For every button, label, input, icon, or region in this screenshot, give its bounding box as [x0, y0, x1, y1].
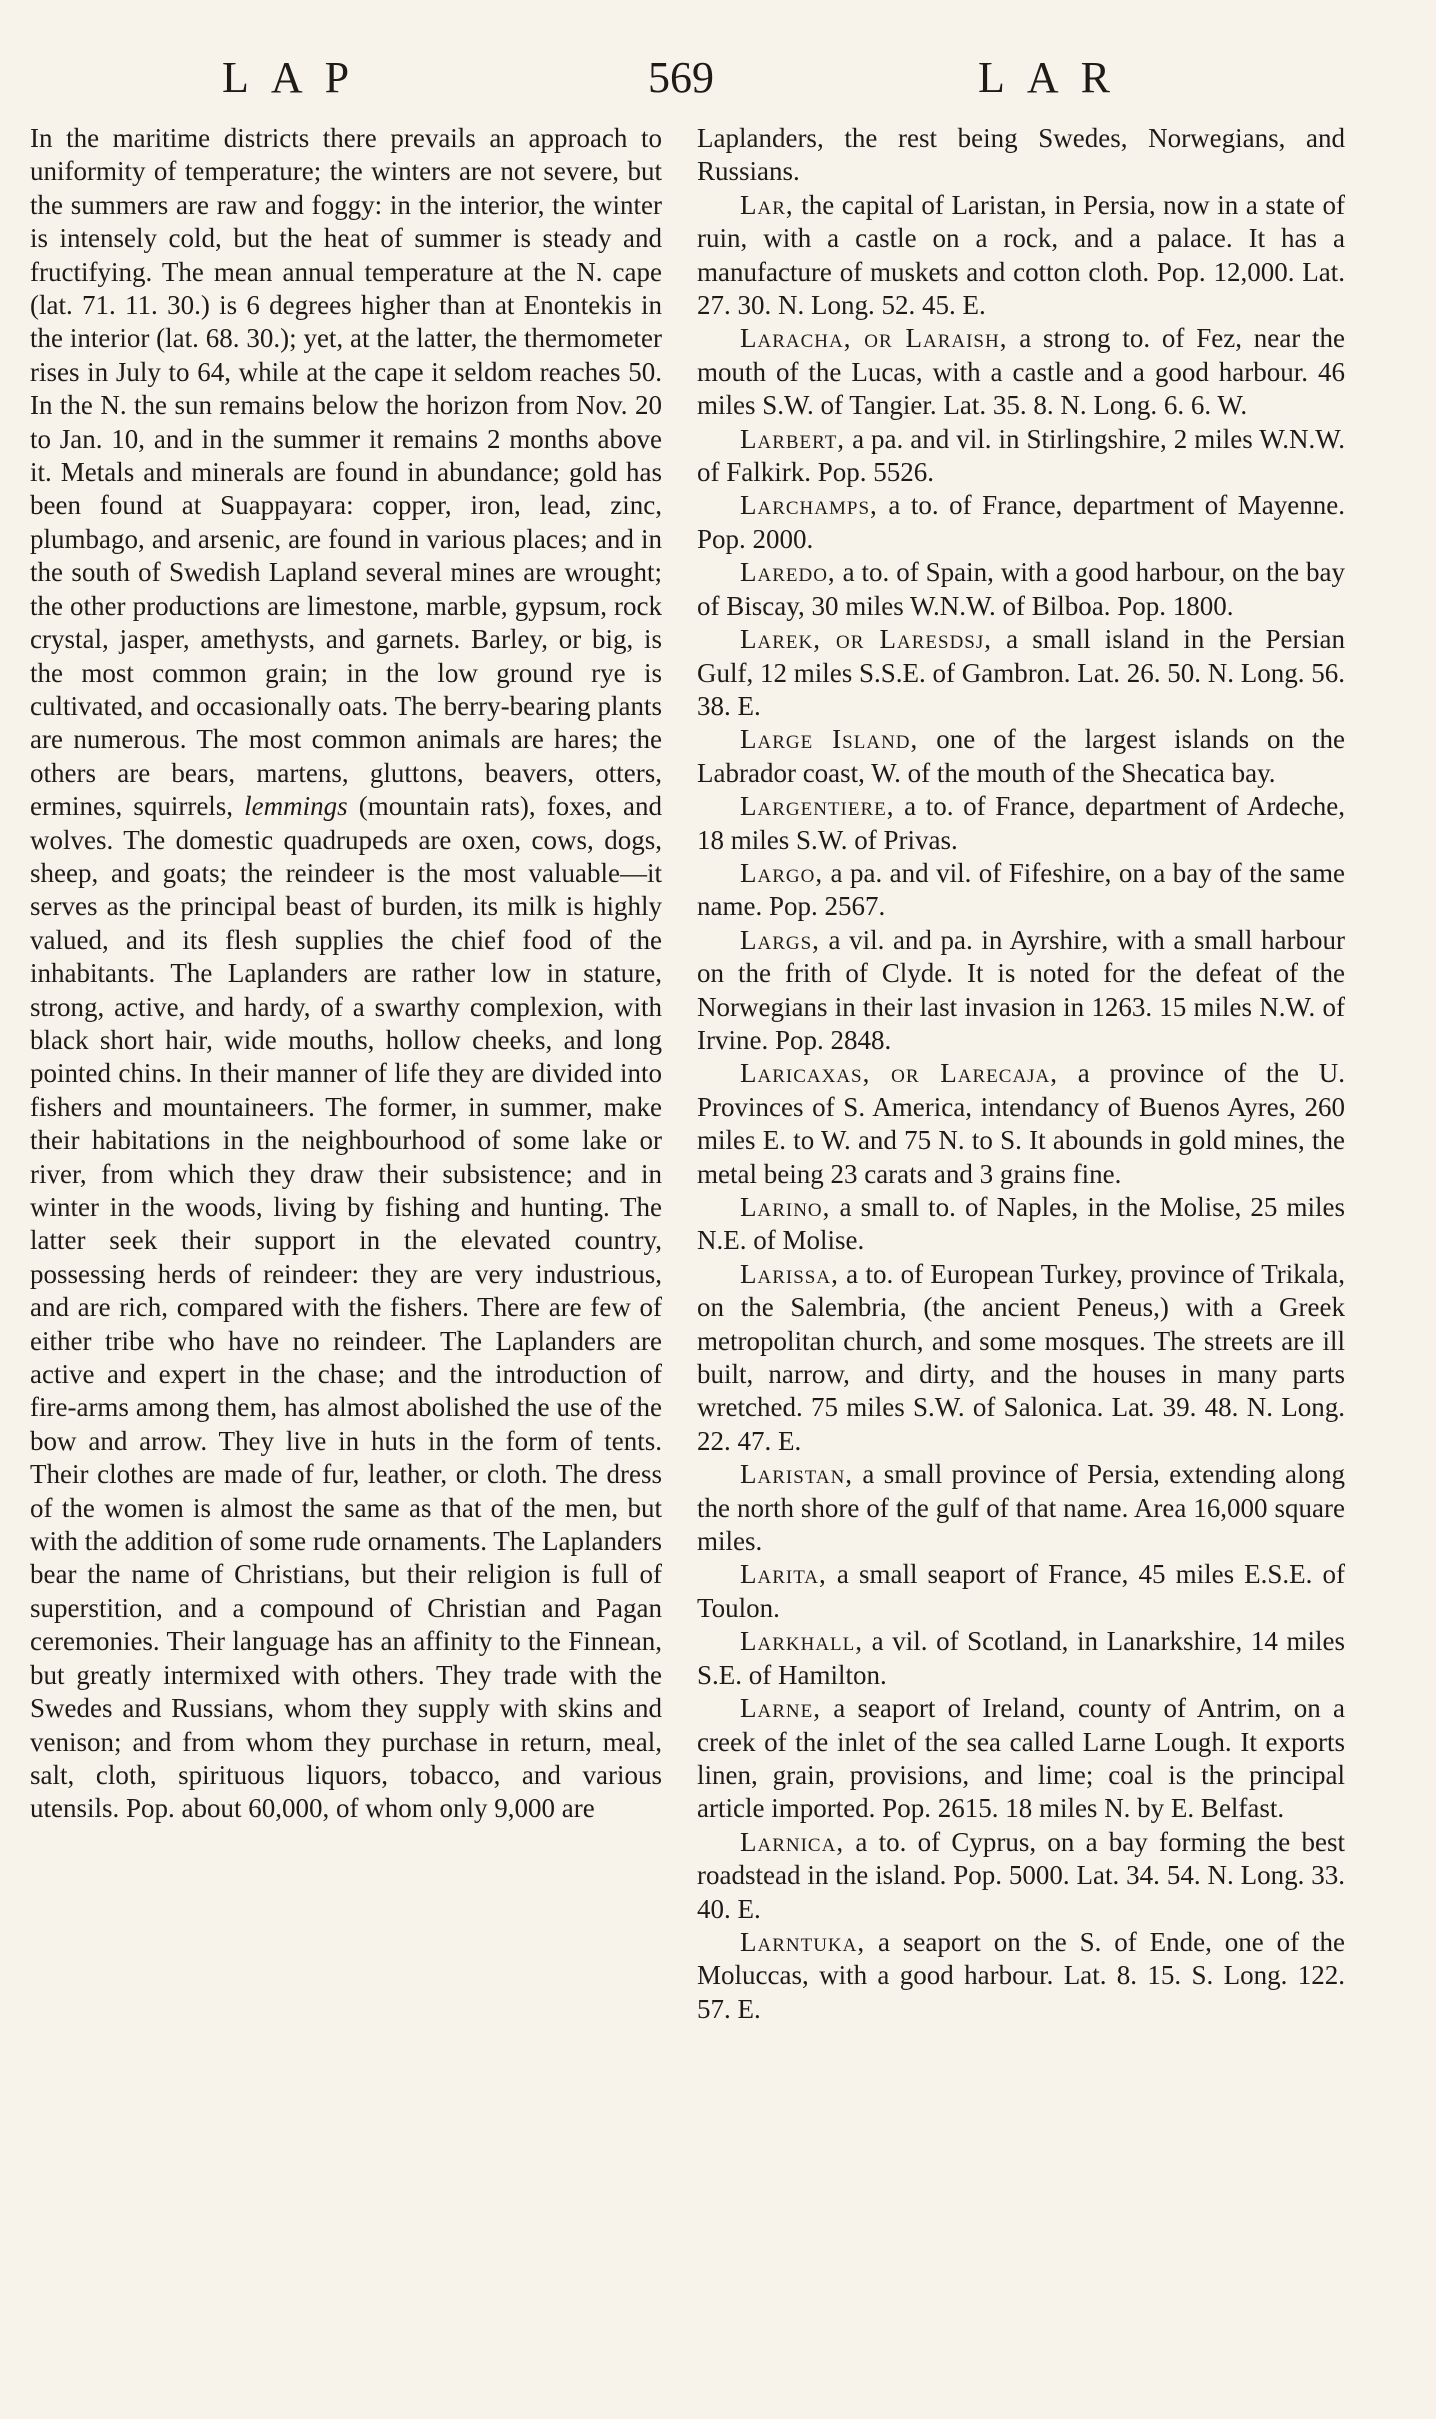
- entry-headword: Larnica,: [740, 1826, 845, 1857]
- gazetteer-entry: [697, 489, 1345, 556]
- gazetteer-entry: [697, 1558, 1345, 1625]
- entry-headword: Larita,: [740, 1559, 827, 1590]
- gazetteer-entry: [697, 1692, 1345, 1826]
- entry-text: a pa. and vil. in Stirlingshire, 2 miles W.N.W. of Falkirk. Pop. 5526.: [697, 423, 1345, 488]
- entry-headword: Laracha, or Laraish,: [740, 323, 1008, 354]
- right-continuation: Laplanders, the rest being Swedes, Norwegians, and Russians.: [697, 123, 1345, 187]
- continuation-text-2: (mountain rats), foxes, and wolves. The domestic quadrupeds are oxen, cows, dogs, sheep, and goats; the reindeer is the most valuable—it serves as the principal beast of burden, its milk is highly valued, and its flesh supplies the chief food of the inhabitants. The Laplanders are rather low in stature, strong, active, and hardy, of a swarthy complexion, with black short hair, wide mouths, hollow cheeks, and long pointed chins. In their manner of life they are divided into fishers and mountaineers. The former, in summer, make their habitations in the neighbourhood of some lake or river, from which they draw their subsistence; and in winter in the woods, living by fishing and hunting. The latter seek their support in the elevated country, possessing herds of reindeer: they are very industrious, and are rich, compared with the fishers. There are few of either tribe who have no reindeer. The Laplanders are active and expert in the chase; and the introduction of fire-arms among them, has almost abolished the use of the bow and arrow. They live in huts in the form of tents. Their clothes are made of fur, leather, or cloth. The dress of the women is almost the same as that of the men, but with the addition of some rude ornaments. The Laplanders bear the name of Christians, but their religion is full of superstition, and a compound of Christian and Pagan ceremonies. Their language has an affinity to the Finnean, but greatly intermixed with others. They trade with the Swedes and Russians, whom they supply with skins and venison; and from whom they purchase in return, meal, salt, cloth, spirituous liquors, tobacco, and various utensils. Pop. about 60,000, of whom only 9,000 are: [30, 791, 663, 1824]
- entry-text: one of the largest islands on the Labrador coast, W. of the mouth of the Shecatica bay.: [697, 724, 1346, 788]
- gazetteer-entry: [697, 723, 1345, 790]
- entry-text: a vil. of Scotland, in Lanarkshire, 14 miles S.E. of Hamilton.: [697, 1626, 1345, 1690]
- gazetteer-entry: [697, 189, 1345, 323]
- gazetteer-entry: [697, 1191, 1345, 1258]
- gazetteer-entry: [697, 1057, 1345, 1191]
- gazetteer-entry: [697, 1458, 1345, 1558]
- italic-term: lemmings: [244, 791, 348, 822]
- gazetteer-entry: [697, 322, 1345, 422]
- entry-headword: Larissa,: [740, 1258, 839, 1289]
- entry-headword: Largentiere,: [740, 791, 895, 822]
- entry-text: a to. of Cyprus, on a bay forming the best roadstead in the island. Pop. 5000. Lat. 34. 54. N. Long. 33. 40. E.: [697, 1826, 1345, 1924]
- entry-text: a strong to. of Fez, near the mouth of the Lucas, with a castle and a good harbour. 46 miles S.W. of Tangier. Lat. 35. 8. N. Long. 6. 6. W.: [697, 323, 1346, 421]
- entry-text: the capital of Laristan, in Persia, now in a state of ruin, with a castle on a rock, and a palace. It has a manufacture of muskets and cotton cloth. Pop. 12,000. Lat. 27. 30. N. Long. 52. 45. E.: [697, 189, 1345, 321]
- gazetteer-entry: [697, 924, 1345, 1058]
- entry-text: a to. of Spain, with a good harbour, on the bay of Biscay, 30 miles W.N.W. of Bilboa. Pop. 1800.: [697, 557, 1345, 621]
- entry-headword: Laredo,: [740, 557, 836, 588]
- entry-headword: Larchamps,: [740, 490, 878, 521]
- gazetteer-entry: [697, 790, 1345, 857]
- header-left: LAP: [222, 53, 372, 102]
- entry-headword: Large Island,: [740, 724, 919, 755]
- entry-text: a pa. and vil. of Fifeshire, on a bay of the same name. Pop. 2567.: [697, 857, 1346, 922]
- right-column: [697, 122, 1345, 2026]
- entry-text: a to. of European Turkey, province of Trikala, on the Salembria, (the ancient Peneus,) with a Greek metropolitan church, and some mosques. The streets are ill built, narrow, and dirty, and the houses in many parts wretched. 75 miles S.W. of Salonica. Lat. 39. 48. N. Long. 22. 47. E.: [697, 1258, 1345, 1456]
- entry-headword: Larntuka,: [740, 1926, 866, 1957]
- entry-headword: Larino,: [740, 1192, 831, 1222]
- gazetteer-entry: [697, 623, 1345, 723]
- page-number: 569: [648, 53, 714, 102]
- entry-headword: Larne,: [740, 1693, 821, 1724]
- entry-text: a small province of Persia, extending along the north shore of the gulf of that name. Area 16,000 square miles.: [697, 1459, 1346, 1557]
- running-header: [0, 52, 1436, 112]
- continuation-text: In the maritime districts there prevails an approach to uniformity of temperature; the winters are not severe, but the summers are raw and foggy: in the interior, the winter is intensely cold, but the heat of summer is steady and fructifying. The mean annual temperature at the N. cape (lat. 71. 11. 30.) is 6 degrees higher than at Enontekis in the interior (lat. 68. 30.); yet, at the latter, the thermometer rises in July to 64, while at the cape it seldom reaches 50. In the N. the sun remains below the horizon from Nov. 20 to Jan. 10, and in the summer it remains 2 months above it. Metals and minerals are found in abundance; gold has been found at Suappayara: copper, iron, lead, zinc, plumbago, and arsenic, are found in various places; and in the south of Swedish Lapland several mines are wrought; the other productions are limestone, marble, gypsum, rock crystal, jasper, amethysts, and garnets. Barley, or big, is the most common grain; in the low ground rye is cultivated, and occasionally oats. The berry-bearing plants are numerous. The most common animals are hares; the others are bears, martens, gluttons, beavers, otters, ermines, squirrels,: [30, 123, 662, 822]
- entry-headword: Lar,: [740, 189, 794, 220]
- entry-headword: Larkhall,: [740, 1626, 864, 1657]
- entry-list: [697, 189, 1345, 2026]
- entry-text: a to. of France, department of Mayenne. Pop. 2000.: [697, 490, 1346, 554]
- entry-text: a to. of France, department of Ardeche, 18 miles S.W. of Privas.: [697, 791, 1346, 855]
- gazetteer-entry: [697, 556, 1345, 623]
- entry-text: a small seaport of France, 45 miles E.S.E. of Toulon.: [697, 1559, 1345, 1623]
- lapland-continuation: [30, 122, 662, 1826]
- entry-headword: Larbert,: [740, 423, 846, 454]
- entry-text: a province of the U. Provinces of S. America, intendancy of Buenos Ayres, 260 miles E. to W. and 75 N. to S. It abounds in gold mines, the metal being 23 carats and 3 grains fine.: [697, 1058, 1346, 1189]
- gazetteer-entry: [697, 423, 1345, 490]
- entry-headword: Laristan,: [740, 1459, 854, 1490]
- entry-headword: Largo,: [740, 857, 824, 888]
- header-right: LAR: [978, 53, 1132, 102]
- entry-text: a seaport of Ireland, county of Antrim, on a creek of the inlet of the sea called Larne Lough. It exports linen, grain, provisions, and lime; coal is the principal article imported. Pop. 2615. 18 miles N. by E. Belfast.: [697, 1693, 1346, 1824]
- entry-text: a seaport on the S. of Ende, one of the Moluccas, with a good harbour. Lat. 8. 15. S. Long. 122. 57. E.: [697, 1926, 1346, 2024]
- entry-headword: Largs,: [740, 924, 820, 955]
- entry-text: a vil. and pa. in Ayrshire, with a small harbour on the frith of Clyde. It is noted for the defeat of the Norwegians in their last invasion in 1263. 15 miles N.W. of Irvine. Pop. 2848.: [697, 924, 1345, 1055]
- left-column: [30, 122, 662, 1826]
- gazetteer-entry: [697, 1926, 1345, 2026]
- gazetteer-entry: [697, 1826, 1345, 1926]
- entry-headword: Larek, or Laresdsj,: [740, 624, 993, 655]
- entry-headword: Laricaxas, or Larecaja,: [740, 1058, 1059, 1089]
- gazetteer-entry: [697, 1625, 1345, 1692]
- entry-text: a small island in the Persian Gulf, 12 miles S.S.E. of Gambron. Lat. 26. 50. N. Long. 56. 38. E.: [697, 624, 1345, 721]
- entry-text: a small to. of Naples, in the Molise, 25 miles N.E. of Molise.: [697, 1192, 1345, 1256]
- gazetteer-entry: [697, 857, 1345, 924]
- gazetteer-entry: [697, 1258, 1345, 1458]
